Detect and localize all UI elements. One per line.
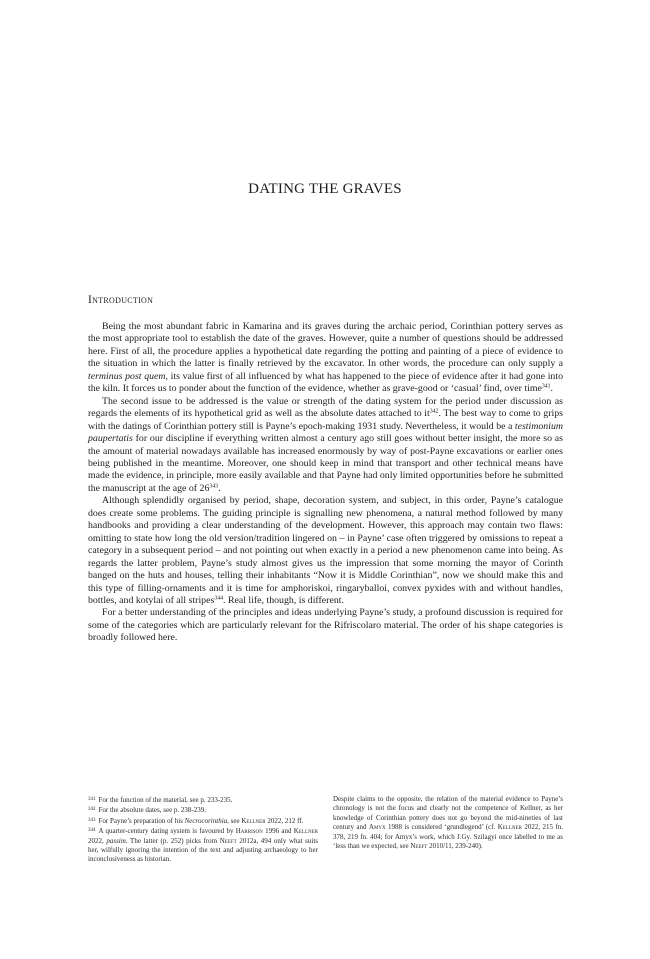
footnotes [88,795,563,865]
footnote-number: 342 [88,807,96,813]
footnote-text: 2022, 212 ff. [265,816,304,825]
footnote-text: 2022, 215 fn. 378, 219 fn. 404; for Amyx’s work, which J.Gy. Szilagyi once labelled to me as ‘less than we expected, see [333,823,563,851]
footnote-ref-342[interactable]: 342 [429,408,439,415]
footnote-author: Neeft [219,836,237,845]
footnote-text: . The latter (p. 252) picks from [125,836,220,845]
footnote-text: For Payne’s preparation of his [98,816,185,825]
footnote-ref-343[interactable]: 343 [209,483,219,490]
p2-text-b: . The best way to come to grips with the datings of Corinthian pottery still is Payne’s epoch-making 1931 study. Nevertheless, it would be a [88,408,563,432]
footnote-ref-344[interactable]: 344 [214,595,224,602]
p2-text-d: . [218,482,221,494]
footnote-author: Harrison [235,827,263,836]
footnotes-right-column [333,795,563,865]
footnote-text: 2022, [88,836,107,845]
footnote-author: Kellner [497,823,522,832]
footnote-ref-341[interactable]: 341 [541,383,551,390]
section-heading-initial: I [88,294,93,306]
footnote-text: For the function of the material, see p. 233-235. [98,796,233,804]
footnote-342 [88,805,318,815]
footnote-text: , see [227,816,242,825]
p1-text-b: , its value first of all influenced by what has happened to the piece of evidence after it had gone into the kiln. It forces us to ponder about the function of the evidence, whether as grave-good or ‘casual’ find, over time [88,370,564,395]
p3-text-a: Although splendidly organised by period, shape, decoration system, and subject, in this order, Payne’s catalogue does create some problems. The guiding principle is signalling new phenomena, a natural method followed by many handbooks and providing a clear understanding of the development. However, this approach may contain two flaws: omitting to state how long the old version/tradition lingered on – in Payne’ case often triggered by omissions to repeat a category in a subsequent period – and not pointing out when exactly in a period a new phenomenon came into being. As regards the latter problem, Payne’s study almost gives us the impression that some morning the mayor of Corinth banged on the huts and houses, telling their inhabitants “Now it is Middle Corinthian”, now we should make this and this type of filling-ornaments and it is time for amphoriskoi, ringaryballoi, convex pyxides with and without handles, bottles, and kotylai of all stripes [88,495,563,606]
footnote-344 [88,826,318,865]
footnote-number: 341 [88,797,96,802]
body-text [88,321,563,645]
section-heading-rest: ntroduction [92,294,154,306]
p2-text-c: for our discipline if everything written almost a century ago still goes without better insight, the more so as the amount of material nowadays available has increased enormously by way of post-Payne excavations or earlier ones being published in the meantime. Moreover, one should keep in mind that transport and other technical means have made the evidence, in principle, more easily available and that Payne had only limited opportunities before he submitted the manuscript at the age of 26 [88,433,563,494]
p1-text-c: . [550,383,554,395]
footnote-author: Kellner [293,827,318,836]
p2-text-a: The second issue to be addressed is the value or strength of the dating system for the period under discussion as regards the elements of its hypothetical grid as well as the absolute dates attached to it [88,395,563,420]
footnote-title: Necrocorinthia [184,816,228,825]
section-heading [88,294,153,306]
footnote-text: 2010/11, 239-240). [427,842,483,851]
paragraph-2 [88,396,563,496]
footnotes-left-column [88,795,318,865]
footnote-number: 343 [88,817,96,823]
footnote-author: Neeft [410,842,428,851]
footnote-term: passim [106,836,126,845]
p3-text-b: . Real life, though, is different. [223,594,344,606]
chapter-title: DATING THE GRAVES [248,181,402,197]
paragraph-4: For a better understanding of the principles and ideas underlying Payne’s study, a profound discussion is required for some of the categories which are particularly relevant for the Rifriscolaro material. The order of his shape categories is broadly followed here. [88,607,563,644]
footnote-344-continued [333,795,563,851]
paragraph-3 [88,495,563,607]
footnote-number: 344 [88,828,96,834]
footnote-text: A quarter-century dating system is favoured by [98,827,236,836]
footnote-341 [88,795,318,805]
footnote-text: 1996 and [262,827,294,836]
footnote-text: 2012a, 494 only what suits her, wilfully ignoring the intention of the text and adjusting archaeology to her inconclusiveness as historian. [88,836,319,864]
footnote-text: For the absolute dates, see p. 238-239. [98,806,207,815]
p1-term: terminus post quem [88,370,166,382]
footnote-author: Amyx [368,823,386,832]
paragraph-1 [88,321,563,396]
footnote-author: Kellner [241,816,266,825]
footnote-text: 1988 is considered ‘grundlegend’ (cf. [385,823,498,832]
footnote-343 [88,816,318,826]
footnote-text: Despite claims to the opposite, the relation of the material evidence to Payne’s chronology is not the focus and clearly not the competence of Kellner, as her knowledge of Corinthian pottery does not go beyond the mid-nineties of last century and [333,795,563,832]
p2-term: testimonium paupertatis [88,420,563,445]
p1-text-a: Being the most abundant fabric in Kamarina and its graves during the archaic period, Corinthian pottery serves as the most appropriate tool to establish the date of the graves. However, quite a number of questions should be addressed here. First of all, the procedure applies a hypothetical date regarding the potting and painting of a piece of evidence to the situation in which the latter is finally retrieved by the excavator. In other words, the procedure can only supply a [88,321,563,370]
